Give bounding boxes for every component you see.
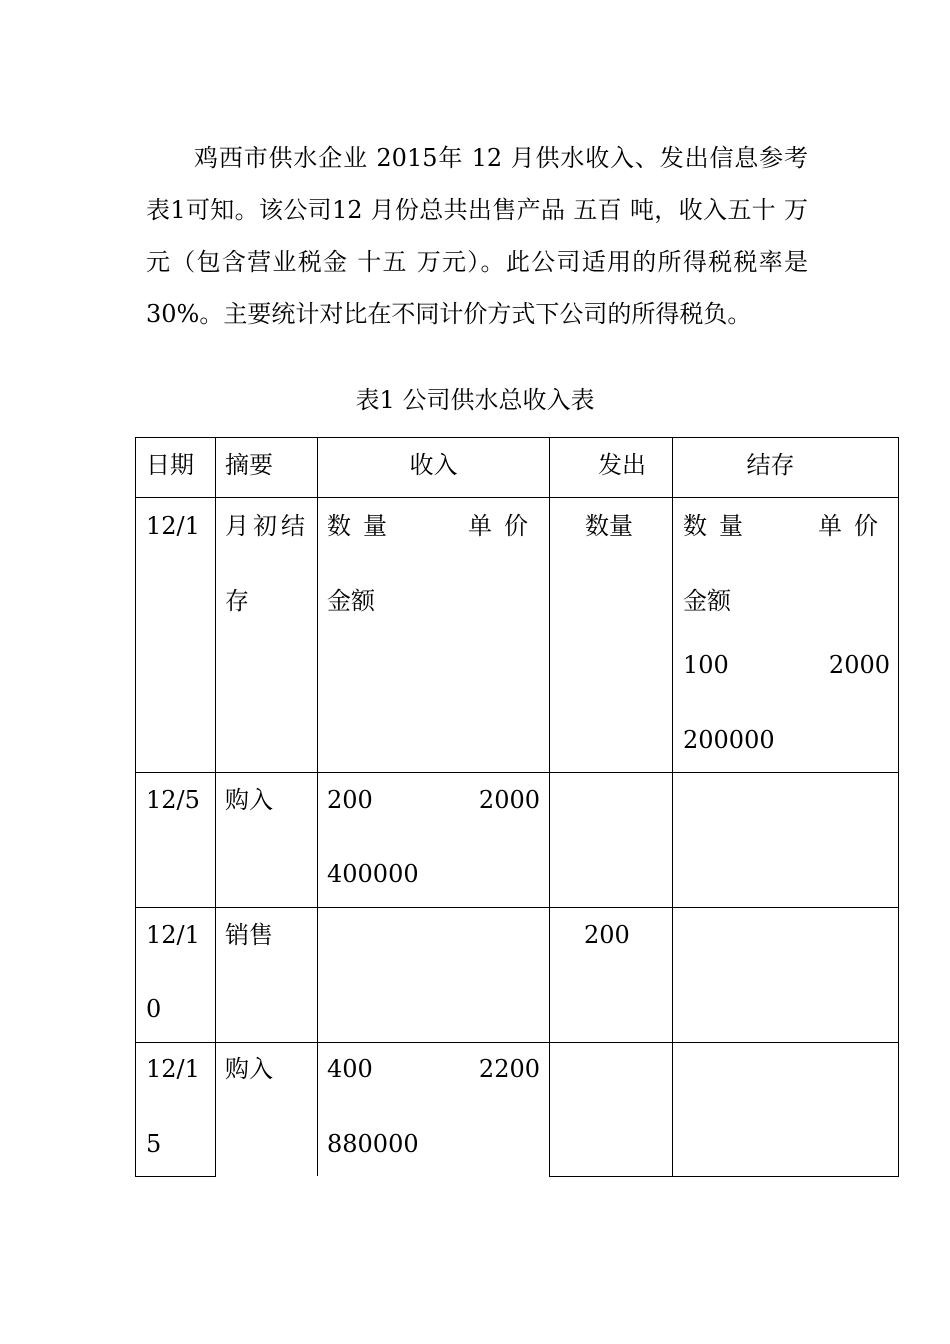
row2-income-qty: 200 xyxy=(327,786,373,814)
table-col-divider xyxy=(317,437,318,1176)
row3-date-line2: 0 xyxy=(146,995,162,1023)
row1-issue-qty-label: 数量 xyxy=(585,512,633,540)
table-header-divider xyxy=(135,497,899,498)
row1-balance-qty: 100 xyxy=(683,651,729,679)
header-summary: 摘要 xyxy=(225,451,273,479)
row4-date-line2: 5 xyxy=(146,1130,162,1158)
row1-summary-line1: 月初结 xyxy=(225,512,309,540)
row3-issue-qty: 200 xyxy=(584,921,630,949)
table-row-divider xyxy=(135,907,899,908)
row4-summary: 购入 xyxy=(225,1055,273,1083)
row1-balance-price: 2000 xyxy=(828,651,890,679)
table-border-bottom xyxy=(135,1176,216,1177)
row1-balance-qty-label: 数量 xyxy=(683,512,755,540)
header-date: 日期 xyxy=(146,451,194,479)
table-border-bottom xyxy=(549,1176,899,1177)
row4-income-qty: 400 xyxy=(327,1055,373,1083)
row2-income-price: 2000 xyxy=(478,786,540,814)
row3-summary: 销售 xyxy=(225,921,273,949)
table-row-divider xyxy=(135,1042,899,1043)
row2-date: 12/5 xyxy=(146,786,200,814)
table-col-divider xyxy=(549,437,550,1177)
row4-date-line1: 12/1 xyxy=(146,1055,200,1083)
header-income: 收入 xyxy=(409,451,458,479)
table-col-divider xyxy=(672,437,673,1177)
intro-paragraph: 鸡西市供水企业 2015年 12 月供水收入、发出信息参考表1可知。该公司12 月份总共出售产品 五百 吨，收入五十 万元（包含营业税金 十五 万元）。此公司适用的所得税税率是 30%。主要统计对比在不同计价方式下公司的所得税负。 xyxy=(146,144,808,328)
row1-date: 12/1 xyxy=(146,512,200,540)
header-balance: 结存 xyxy=(746,451,795,479)
row4-income-price: 2200 xyxy=(478,1055,540,1083)
row4-income-amount: 880000 xyxy=(327,1130,419,1158)
row1-balance-amount: 200000 xyxy=(683,726,775,754)
table-col-divider xyxy=(215,437,216,1177)
row1-income-amount-label: 金额 xyxy=(327,587,375,615)
row1-summary-line2: 存 xyxy=(225,587,249,615)
row1-income-qty-label: 数量 xyxy=(327,512,399,540)
table-border-left xyxy=(135,437,136,1177)
row1-balance-amount-label: 金额 xyxy=(683,587,731,615)
table-border-top xyxy=(135,437,899,438)
row1-income-price-label: 单价 xyxy=(468,512,540,540)
table-border-right xyxy=(898,437,899,1177)
table-row-divider xyxy=(135,772,899,773)
header-issue: 发出 xyxy=(598,451,646,479)
row3-date-line1: 12/1 xyxy=(146,921,200,949)
row2-income-amount: 400000 xyxy=(327,860,419,888)
row2-summary: 购入 xyxy=(225,786,273,814)
table-caption: 表1 公司供水总收入表 xyxy=(355,386,595,414)
row1-balance-price-label: 单价 xyxy=(818,512,890,540)
